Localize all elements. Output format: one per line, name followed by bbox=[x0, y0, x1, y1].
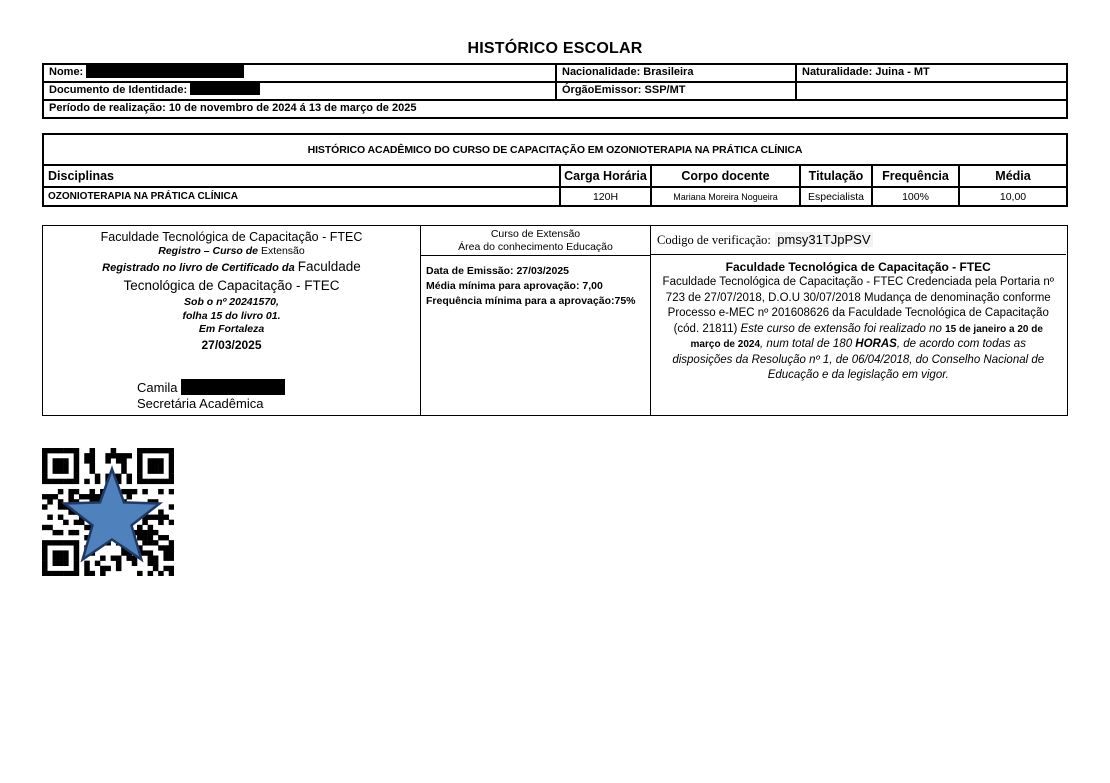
academic-table-title: HISTÓRICO ACADÊMICO DO CURSO DE CAPACITAÇÃO EM OZONIOTERAPIA NA PRÁTICA CLÍNICA bbox=[307, 143, 803, 156]
academic-history-table bbox=[42, 133, 1068, 207]
course-type-cell bbox=[421, 226, 650, 256]
folha-line: folha 15 do livro 01. bbox=[182, 309, 281, 322]
verification-code-value: pmsy31TJpPSV bbox=[777, 232, 871, 247]
student-row-1 bbox=[44, 65, 1066, 81]
verification-code-cell bbox=[651, 226, 1066, 255]
header-carga-horaria: Carga Horária bbox=[559, 166, 650, 186]
nationality-cell: Nacionalidade: Brasileira bbox=[555, 65, 795, 81]
period-cell: Período de realização: 10 de novembro de 2024 á 13 de março de 2025 bbox=[49, 102, 417, 114]
accreditation-paragraph: Faculdade Tecnológica de Capacitação - FTEC Credenciada pela Portaria nº 723 de 27/07/2018, D.O.U 30/07/2018 Mudança de denominação conforme Processo e-MEC nº 201608626 da Faculdade Tecnológica de Capacitação (cód. 21811) Este curso de extensão foi realizado no 15 de janeiro a 20 de março de 2024, num total de 180 HORAS, de acordo com todas as disposições da Resolução nº 1, de 06/04/2018, do Conselho Nacional de Educação e da legislação em vigor. bbox=[662, 276, 1054, 381]
accreditation-text bbox=[651, 255, 1066, 384]
academic-header-row bbox=[44, 164, 1066, 186]
signature-name: Camila bbox=[137, 379, 178, 395]
cidade-line: Em Fortaleza bbox=[198, 323, 265, 335]
header-titulacao: Titulação bbox=[799, 166, 871, 186]
empty-cell bbox=[795, 83, 1066, 99]
page-title: HISTÓRICO ESCOLAR bbox=[467, 40, 643, 57]
header-media: Média bbox=[958, 166, 1066, 186]
verification-code-label: Codigo de verificação: bbox=[657, 233, 771, 247]
name-cell bbox=[44, 65, 555, 81]
course-type: Curso de Extensão bbox=[490, 228, 581, 240]
institution-name: Faculdade Tecnológica de Capacitação - FTEC bbox=[100, 230, 363, 244]
qr-code bbox=[42, 448, 174, 576]
student-row-2 bbox=[44, 81, 1066, 99]
registro-line: Registro – Curso de Extensão bbox=[158, 245, 305, 257]
signature-name-line bbox=[137, 379, 420, 396]
academic-data-row bbox=[44, 186, 1066, 205]
document-redaction-bar bbox=[190, 83, 260, 95]
document-label: Documento de Identidade: bbox=[49, 84, 188, 96]
accreditation-title: Faculdade Tecnológica de Capacitação - FTEC bbox=[725, 259, 991, 274]
cell-carga-horaria: 120H bbox=[559, 188, 650, 205]
course-info-column bbox=[421, 226, 651, 415]
emission-date: Data de Emissão: 27/03/2025 bbox=[426, 264, 570, 277]
cell-disciplina: OZONIOTERAPIA NA PRÁTICA CLÍNICA bbox=[48, 191, 238, 202]
registrado-line: Registrado no livro de Certificado da Faculdade Tecnológica de Capacitação - FTEC bbox=[102, 259, 361, 293]
course-rules-cell bbox=[421, 256, 650, 309]
signature-role: Secretária Acadêmica bbox=[137, 395, 264, 411]
header-corpo-docente: Corpo docente bbox=[650, 166, 799, 186]
sob-numero-line: Sob o nº 20241570, bbox=[184, 296, 279, 308]
certification-box bbox=[42, 225, 1068, 416]
minimum-frequency: Frequência mínima para a aprovação:75% bbox=[426, 294, 636, 307]
issuer-cell: ÓrgãoEmissor: SSP/MT bbox=[555, 83, 795, 99]
knowledge-area: Área do conhecimento Educação bbox=[458, 241, 613, 253]
header-disciplinas: Disciplinas bbox=[48, 169, 114, 183]
registration-column bbox=[43, 226, 421, 415]
student-info-table bbox=[42, 63, 1068, 119]
registro-date: 27/03/2025 bbox=[201, 337, 262, 352]
signature-redaction-bar bbox=[181, 379, 285, 395]
cell-media: 10,00 bbox=[958, 188, 1066, 205]
cell-titulacao: Especialista bbox=[799, 188, 871, 205]
cell-corpo-docente: Mariana Moreira Nogueira bbox=[650, 188, 799, 205]
birthplace-cell: Naturalidade: Juina - MT bbox=[795, 65, 1066, 81]
student-row-3 bbox=[44, 99, 1066, 117]
header-frequencia: Frequência bbox=[871, 166, 958, 186]
document-cell bbox=[44, 83, 555, 99]
signature-block bbox=[137, 379, 420, 412]
name-label: Nome: bbox=[49, 66, 84, 78]
accreditation-column bbox=[651, 226, 1066, 415]
cell-frequencia: 100% bbox=[871, 188, 958, 205]
name-redaction-bar bbox=[86, 65, 244, 78]
minimum-grade: Média mínima para aprovação: 7,00 bbox=[426, 279, 603, 292]
